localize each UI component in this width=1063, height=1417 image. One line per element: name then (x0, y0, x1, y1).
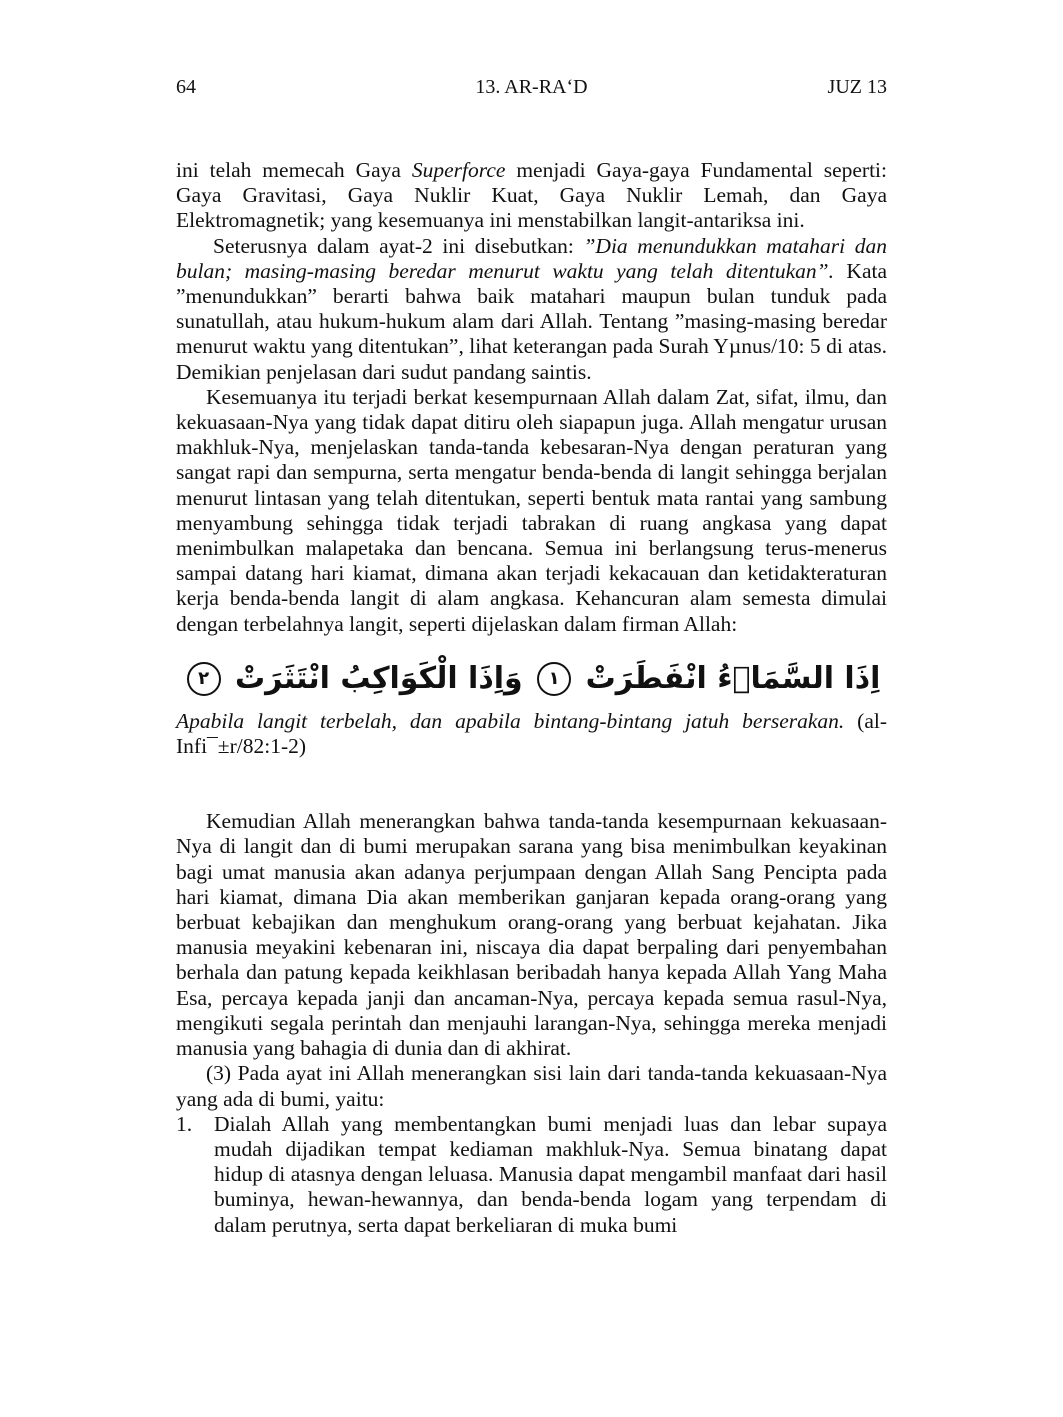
page-number: 64 (176, 76, 196, 98)
paragraph-5: (3) Pada ayat ini Allah menerangkan sisi lain dari tanda-tanda kekuasaan-Nya yang ada di bumi, yaitu: (176, 1061, 887, 1111)
arabic-verse-1: اِذَا السَّمَاۤءُ انْفَطَرَتْ (585, 660, 881, 696)
list-item-number: 1. (176, 1111, 193, 1136)
arabic-verse (176, 659, 887, 699)
arabic-verse-2: وَاِذَا الْكَوَاكِبُ انْتَثَرَتْ (235, 660, 523, 696)
juz-label: JUZ 13 (827, 76, 887, 98)
page-body (176, 158, 887, 1238)
spacer (176, 759, 887, 809)
paragraph-3: Kesemuanya itu terjadi berkat kesempurnaan Allah dalam Zat, sifat, ilmu, dan kekuasaan-Nya yang tidak dapat ditiru oleh siapapun juga. Allah mengatur urusan makhluk-Nya, menjelaskan tanda-tanda kebesaran-Nya dengan peraturan yang sangat rapi dan sempurna, serta mengatur benda-benda di langit sehingga berjalan menurut lintasan yang telah ditentukan, seperti bentuk mata rantai yang sambung menyambung sehingga tidak terjadi tabrakan di ruang angkasa yang dapat menimbulkan malapetaka dan bencana. Semua ini berlangsung terus-menerus sampai datang hari kiamat, dimana akan terjadi kekacauan dan ketidakteraturan kerja benda-benda langit di alam angkasa. Kehancuran alam semesta dimulai dengan terbelahnya langit, seperti dijelaskan dalam firman Allah: (176, 384, 887, 636)
list-item-text: Dialah Allah yang membentangkan bumi menjadi luas dan lebar supaya mudah dijadikan tempat kediaman makhluk-Nya. Semua binatang dapat hidup di atasnya dengan leluasa. Manusia dapat mengambil manfaat dari hasil buminya, hewan-hewannya, dan benda-benda logam yang terpendam di dalam perutnya, serta dapat berkeliaran di muka bumi (214, 1111, 887, 1237)
page-header (176, 76, 887, 104)
paragraph-1: ini telah memecah Gaya Superforce menjadi Gaya-gaya Fundamental seperti: Gaya Gravitasi, Gaya Nuklir Kuat, Gaya Nuklir Lemah, dan Gaya Elektromagnetik; yang kesemuanya ini menstabilkan langit-antariksa ini. (176, 158, 887, 233)
list-item (176, 1112, 887, 1238)
chapter-title: 13. AR-RA‘D (475, 76, 588, 98)
ayah-number-2: ٢ (187, 662, 221, 696)
ayah-number-1: ١ (537, 662, 571, 696)
paragraph-4: Kemudian Allah menerangkan bahwa tanda-tanda kesempurnaan kekuasaan-Nya di langit dan di bumi merupakan sarana yang bisa menimbulkan keyakinan bagi umat manusia akan adanya perjumpaan dengan Allah Sang Pencipta pada hari kiamat, dimana Dia akan memberikan ganjaran kepada orang-orang yang berbuat kebajikan dan menghukum orang-orang yang berbuat kejahatan. Jika manusia meyakini kebenaran ini, niscaya dia dapat berpaling dari penyembahan berhala dan patung kepada keikhlasan beribadah hanya kepada Allah Yang Maha Esa, percaya kepada janji dan ancaman-Nya, percaya kepada semua rasul-Nya, mengikuti segala perintah dan menjauhi larangan-Nya, sehingga mereka menjadi manusia yang bahagia di dunia dan di akhirat. (176, 809, 887, 1061)
paragraph-2: Seterusnya dalam ayat-2 ini disebutkan: ”Dia menundukkan matahari dan bulan; masing-masing beredar menurut waktu yang telah ditentukan”. Kata ”menundukkan” berarti bahwa baik matahari maupun bulan tunduk pada sunatullah, atau hukum-hukum alam dari Allah. Tentang ”masing-masing beredar menurut waktu yang ditentukan”, lihat keterangan pada Surah Yµnus/10: 5 di atas. Demikian penjelasan dari sudut pandang saintis. (176, 233, 888, 384)
verse-translation: Apabila langit terbelah, dan apabila bintang-bintang jatuh berserakan. (al-Infi¯±r/82:1-2) (176, 708, 888, 759)
